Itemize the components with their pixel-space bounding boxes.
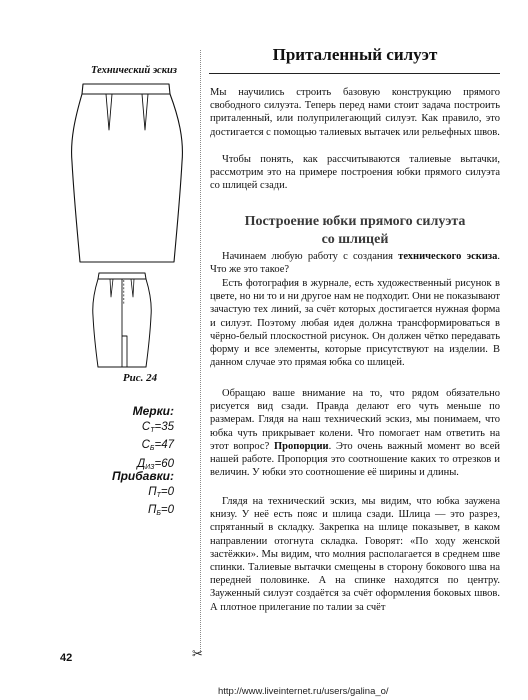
allowance-row: $П_Т=0$ — [148, 485, 174, 499]
paragraph-sketch-analysis: Глядя на технический эскиз, мы видим, что юбка заужена книзу. У неё есть пояс и шлица сзади. Шлица — это разрез, спрятанный в складку. Закрепка на шлице показывет, в каком направлении отогнута складка. Говорят: «По ходу женской застёжки». Мы видим, что молния располагается в среднем шве спинки. Талиевые вытачки смещены в сторону бокового шва на передней половинке. А на спинке находятся по центру. Зауженный силуэт создаётся за счёт оформления боковых швов. А плотное прилегание по талии за счёт — [210, 496, 500, 613]
sketch-title: Технический эскиз — [91, 65, 177, 76]
page-title: Приталенный силуэт — [272, 45, 438, 64]
paragraph-intro: Мы научились строить базовую конструкцию прямого свободного силуэта. Теперь перед нами стоит задача построить приталенный, или полуприлегающий силуэт. Как правило, это достигается с помощью талиевых вытачек или рельефных швов. — [210, 87, 500, 138]
column-divider — [200, 50, 202, 653]
skirt-front-sketch — [66, 78, 188, 266]
paragraph-proportions: Обращаю ваше внимание на то, что рядом обязательно рисуется вид сзади. Правда делают его чуть меньше по размерам. Глядя на наш технический эскиз, мы понимаем, что юбка чуть прикрывает колени. Что помогает нам ответить на этот вопрос? Пропорции. Это очень важный момент во всей нашей работе. Пропорция это соотношение каких то отрезков и величин. У юбки это соотношение её ширины и длины. — [210, 388, 501, 479]
paragraph-darts: Чтобы понять, как рассчитываются талиевые вытачки, рассмотрим это на примере построения юбки прямого силуэта со шлицей сзади. — [210, 154, 500, 192]
scissors-icon: ✂ — [192, 646, 203, 661]
measurement-row: $С_Б=47$ — [141, 439, 174, 452]
source-url[interactable]: http://www.liveinternet.ru/users/galina_o/ — [218, 686, 389, 697]
paragraph-sketch-intro: Начинаем любую работу с создания технического эскиза. Что же это такое? — [210, 251, 501, 276]
measurement-row: $С_Т=35$ — [141, 420, 174, 434]
paragraph-photo: Есть фотография в журнале, есть художественный рисунок в цвете, но ни то и ни другое нам не подходит. Они не показывают зачастую тех линий, за счёт которых достигается нужная форма и силуэт. Поэтому любая идея должна трансформироваться в чёрно-белый плоскостной рисунок. Он должен чётко передавать форму и все элементы, которые присутствуют на изделии. В данном случае это прямая юбка со шлицей. — [210, 278, 500, 369]
page-number: 42 — [60, 652, 73, 664]
figure-caption: Рис. 24 — [122, 372, 158, 384]
section-subheading: Построение юбки прямого силуэта со шлицей — [244, 214, 466, 247]
measurements-heading: Мерки: — [132, 404, 174, 418]
measurements-block — [84, 404, 174, 475]
skirt-back-sketch — [90, 270, 154, 370]
title-underline — [209, 73, 500, 74]
allowances-block — [84, 469, 174, 522]
measurement-row: $Д_{ИЗ}=60$ — [137, 457, 174, 471]
allowances-heading: Прибавки: — [111, 469, 174, 483]
allowance-row: $П_Б=0$ — [147, 504, 174, 517]
